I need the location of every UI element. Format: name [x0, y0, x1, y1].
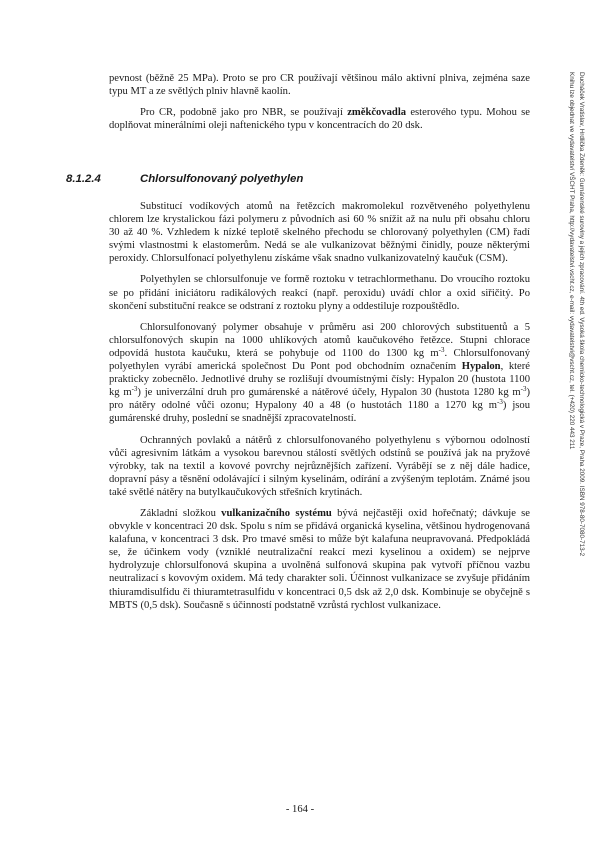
- text-run: Ochranných povlaků a nátěrů z chlorsulfonovaného polyethylenu s výbornou odolností vůči agresivním látkám a vysokou barevnou stálostí světlých odstínů se používá jak na pryžové výrobky, tak na textil a kovové povrchy nejrůznějších zařízení. Vyrábějí se z něj dále hadice, dopravní pásy a těsnění odolávající i silným kyselinám, odírání a zvýšeným teplotám. Známé jsou také světlé nátěry na butylkaučukových střešních krytinách.: [109, 434, 530, 498]
- paragraph: [109, 106, 530, 132]
- page-number: - 164 -: [285, 804, 315, 815]
- text-run: ) jsou gumárenské druhy, poslední se snadnější zpracovatelností.: [109, 400, 530, 425]
- paragraph: [109, 507, 530, 612]
- paragraph: [109, 273, 530, 312]
- superscript: -3: [520, 385, 527, 394]
- bold-term: vulkanizačního systému: [221, 507, 332, 519]
- citation-sidebar: [566, 72, 586, 612]
- section-title: Chlorsulfonovaný polyethylen: [140, 173, 304, 185]
- text-run: Základní složkou: [140, 507, 222, 519]
- text-run: Substitucí vodíkových atomů na řetězcích makromolekul rozvětveného polyethylenu chlorem lze krystalickou fázi polymeru z původních asi 60 % snížit až na nulu při obsahu chloru 30 až 40 %. Vzhledem k nízké teplotě skelného přechodu se chlorovaný polyethylen (CM) řadí svými vlastnostmi k elastomerům. Nedá se ale vulkanizovat běžnými činidly, pouze některými peroxidy. Chlorsulfonací polyethylenu získáme však snadno vulkanizovatelný kaučuk (CSM).: [109, 201, 530, 265]
- paragraph: [109, 321, 530, 426]
- text-run: . Chlorsulfonovaný polyethylen vyrábí americká společnost Du Pont pod obchodním označením: [109, 347, 531, 373]
- citation-line: Knihu lze objednat ve vydavatelství VŠCHT Praha, http://vydavatelstvi.vscht.cz, e-mail: vydavatelstvi@vscht.cz, tel. (+420) 220 443 211: [568, 72, 575, 450]
- intro-block: [109, 72, 530, 140]
- bold-term: změkčovadla: [347, 107, 407, 119]
- section-body: [109, 200, 530, 620]
- paragraph: [109, 434, 530, 499]
- text-run: Chlorsulfonovaný polymer obsahuje v průměru asi 200 chlorových substituentů a 5 chlorsulfonových skupin na 1000 uhlíkových atomů kaučukového řetězce. Stupni chlorace odpovídá hustota kaučuku, která se pohybuje od 1100 do 1300 kg m: [109, 321, 530, 359]
- text-run: bývá nejčastěji oxid hořečnatý; dávkuje se obvykle v koncentraci 20 dsk. Spolu s ním se přidává organická kyselina, většinou hydrogenovaná kalafuna, v koncentraci 3 dsk. Pro tmavé směsi to může být kalafuna neupravovaná. Předpokládá se, že účinkem vody (vzniklé neutralizační reakcí mezi kyselinou a oxidem) se nejprve hydrolyzuje chlorsulfonová skupina a uvolněná sulfonová skupina pak vytvoří příčnou vazbu neutralizací s kovovým oxidem. Má tedy charakter soli. Účinnost vulkanizace se zvyšuje přidáním thiuramdisulfidu či thiuramtetrasulfidu v koncentraci 0,5 dsk až 2,0 dsk. Kombinuje se obyčejně s MBTS (0,5 dsk). Současně s účinností podstatně vzrůstá rychlost vulkanizace.: [109, 507, 530, 611]
- text-run: ) pro nátěry odolné vůči ozonu; Hypalony 40 a 48 (o hustotách 1180 a 1270 kg m: [109, 387, 530, 412]
- superscript: -3: [131, 385, 138, 394]
- text-run: Polyethylen se chlorsulfonuje ve formě roztoku v tetrachlormethanu. Do vroucího roztoku se po přidání iniciátoru radikálových reakcí (např. peroxidu) uvádí chlor a oxid siřičitý. Po skončení substituční reakce se odstraní z roztoku plyny a oddestiluje rozpouštědlo.: [109, 274, 530, 312]
- section-number: 8.1.2.4: [66, 173, 101, 185]
- text-run: Pro CR, podobně jako pro NBR, se používají: [140, 107, 348, 119]
- text-run: ) je univerzální druh pro gumárenské a nátěrové účely, Hypalon 30 (hustota 1280 kg m: [137, 387, 521, 399]
- superscript: -3: [438, 345, 445, 354]
- citation-line: Ducháček Vratislav, Hrdlička Zdeněk: Gumárenské suroviny a jejich zpracování. 4th ed. Vysoká škola chemicko-technologická v Praze, Praha 2009. ISBN 978-80-7080-713-2: [578, 72, 585, 557]
- paragraph: [109, 72, 530, 98]
- text-run: , které prakticky zobecnělo. Jednotlivé druhy se rozlišují dvoumístnými čísly: Hypalon 20 (hustota 1100 kg m: [109, 361, 530, 399]
- superscript: -3: [497, 398, 503, 407]
- text-run: pevnost (běžně 25 MPa). Proto se pro CR používají většinou málo aktivní plniva, zejména saze typu MT a ze světlých plniv hlavně kaolín.: [109, 73, 530, 98]
- paragraph: [109, 200, 530, 265]
- section-heading: [66, 173, 486, 185]
- bold-term: Hypalon: [461, 361, 501, 373]
- text-run: esterového typu. Mohou se doplňovat minerálními oleji naftenického typu v koncentracích do 20 dsk.: [109, 107, 530, 132]
